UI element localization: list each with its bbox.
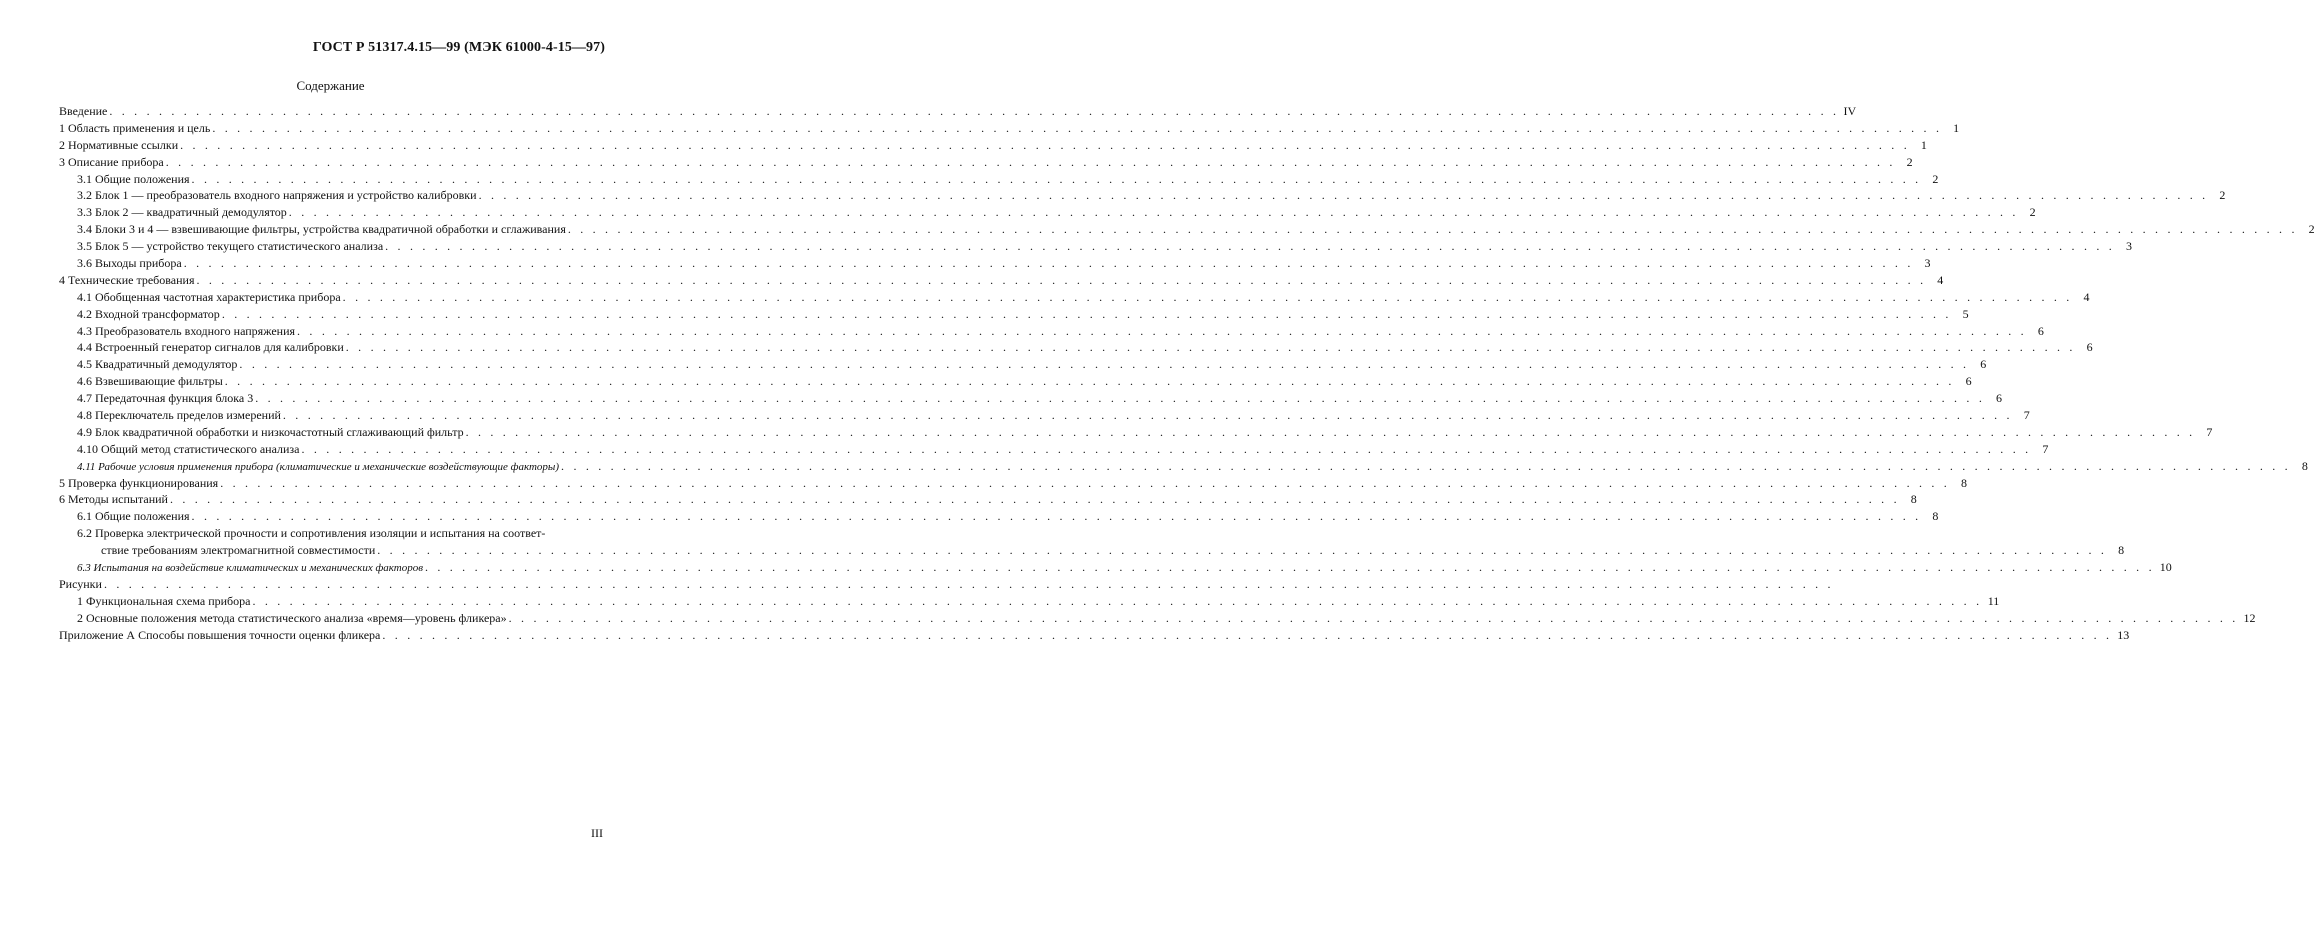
toc-entry[interactable] [59,171,1939,188]
toc-entry-page: 8 [2301,458,2308,473]
toc-entry-label: 1 Функциональная схема прибора [77,593,251,608]
toc-entry[interactable]: 6.2 Проверка электрической прочности и сопротивления изоляции и испытания на соответ- [77,526,546,541]
toc-entry[interactable] [59,373,1972,390]
toc-entry-page: 11 [1987,593,2000,608]
toc-entry[interactable] [59,238,2132,255]
toc-entry[interactable] [59,154,1913,171]
toc-entry[interactable] [59,559,2172,576]
toc-entry-label: 3.6 Выходы прибора [77,256,182,271]
dot-leader: . . . . . . . . . . . . . . . . . . . . . . . . . . . . . . . . . . . . . . . . . . . . . . . . . . . . . . . . . . . . . . . . . . . . . . . . . . . . . . . . . . . . . . . . . . . . . . . . . . . . . . . . . . . . . . . . . . . . . . . . . . . . . . . . . . . . . . . . . . . . [345,340,2076,355]
toc-entry-page: 3 [2125,239,2132,254]
toc-entry-page: 2 [2308,222,2315,237]
dot-leader: . . . . . . . . . . . . . . . . . . . . . . . . . . . . . . . . . . . . . . . . . . . . . . . . . . . . . . . . . . . . . . . . . . . . . . . . . . . . . . . . . . . . . . . . . . . . . . . . . . . . . . . . . . . . . . . . . . . . . . . . . . . . . . . . . . . . . . . . . . . . [191,509,1922,524]
toc-entry[interactable] [59,407,2030,424]
dot-leader: . . . . . . . . . . . . . . . . . . . . . . . . . . . . . . . . . . . . . . . . . . . . . . . . . . . . . . . . . . . . . . . . . . . . . . . . . . . . . . . . . . . . . . . . . . . . . . . . . . . . . . . . . . . . . . . . . . . . . . . . . . . . . . . . . . . . . . . . . . . . [196,272,1927,287]
toc-entry[interactable] [59,221,2315,238]
toc-entry-page: 8 [1932,509,1939,524]
toc-entry-page: 5 [1962,306,1969,321]
toc-entry-label: 6.3 Испытания на воздействие климатических и механических факторов [77,562,423,575]
dot-leader: . . . . . . . . . . . . . . . . . . . . . . . . . . . . . . . . . . . . . . . . . . . . . . . . . . . . . . . . . . . . . . . . . . . . . . . . . . . . . . . . . . . . . . . . . . . . . . . . . . . . . . . . . . . . . . . . . . . . . . . . . . . . . . . . . . . . . . . . . . . . [165,154,1896,169]
toc-entry-page: 7 [2023,408,2030,423]
dot-leader: . . . . . . . . . . . . . . . . . . . . . . . . . . . . . . . . . . . . . . . . . . . . . . . . . . . . . . . . . . . . . . . . . . . . . . . . . . . . . . . . . . . . . . . . . . . . . . . . . . . . . . . . . . . . . . . . . . . . . . . . . . . . . . . . . . . . . . . . . . . . [301,441,2032,456]
toc-entry-label: Рисунки [59,576,102,591]
toc-entry[interactable] [59,441,2049,458]
toc-entry-label: 2 Основные положения метода статистического анализа «время—уровень фликера» [77,610,507,625]
toc-entry-label: 6 Методы испытаний [59,492,168,507]
toc-entry-label: Приложение А Способы повышения точности оценки фликера [59,627,381,642]
toc-entry[interactable] [59,491,1917,508]
dot-leader: . . . . . . . . . . . . . . . . . . . . . . . . . . . . . . . . . . . . . . . . . . . . . . . . . . . . . . . . . . . . . . . . . . . . . . . . . . . . . . . . . . . . . . . . . . . . . . . . . . . . . . . . . . . . . . . . . . . . . . . . . . . . . . . . . . . . . . . . . . . . [220,475,1950,490]
toc-entry-page: IV [1843,104,1857,118]
toc-entry[interactable] [59,458,2308,475]
page-title: Содержание [296,78,365,93]
toc-entry[interactable] [59,120,1960,137]
toc-entry-page: 8 [1910,492,1917,507]
toc-entry-label: 4.3 Преобразователь входного напряжения [77,323,296,338]
toc-entry-label: 3.5 Блок 5 — устройство текущего статистического анализа [77,239,384,254]
dot-leader: . . . . . . . . . . . . . . . . . . . . . . . . . . . . . . . . . . . . . . . . . . . . . . . . . . . . . . . . . . . . . . . . . . . . . . . . . . . . . . . . . . . . . . . . . . . . . . . . . . . . . . . . . . . . . . . . . . . . . . . . . . . . . . . . . . . . . . . . . . . . [508,610,2239,625]
dot-leader: . . . . . . . . . . . . . . . . . . . . . . . . . . . . . . . . . . . . . . . . . . . . . . . . . . . . . . . . . . . . . . . . . . . . . . . . . . . . . . . . . . . . . . . . . . . . . . . . . . . . . . . . . . . . . . . . . . . . . . . . . . . . . . . . . . . . . . . . . . . . [103,576,1834,591]
toc-entry[interactable] [59,542,2125,559]
toc-entry-label: 4.10 Общий метод статистического анализа [77,441,300,456]
toc-entry-page: 4 [2083,289,2090,304]
toc-entry-label: 4.9 Блок квадратичной обработки и низкочастотный сглаживающий фильтр [77,424,464,439]
toc-entry-page: 6 [1980,357,1987,372]
toc-entry[interactable] [59,272,1944,289]
toc-entry-page: 13 [2117,627,2130,642]
toc-entry-label: 4.7 Передаточная функция блока 3 [77,391,254,406]
toc-entry-page: 8 [1961,475,1967,490]
dot-leader: . . . . . . . . . . . . . . . . . . . . . . . . . . . . . . . . . . . . . . . . . . . . . . . . . . . . . . . . . . . . . . . . . . . . . . . . . . . . . . . . . . . . . . . . . . . . . . . . . . . . . . . . . . . . . . . . . . . . . . . . . . . . . . . . . . . . . . . . . . . . [180,137,1910,152]
dot-leader: . . . . . . . . . . . . . . . . . . . . . . . . . . . . . . . . . . . . . . . . . . . . . . . . . . . . . . . . . . . . . . . . . . . . . . . . . . . . . . . . . . . . . . . . . . . . . . . . . . . . . . . . . . . . . . . . . . . . . . . . . . . . . . . . . . . . . . . . . . . . [342,289,2073,304]
toc-entry-label: 3.1 Общие положения [77,171,190,186]
toc-entry-page: 1 [1953,120,1960,135]
toc-entry-label: 4.11 Рабочие условия применения прибора (климатические и механические воздействующие факторы) [77,460,560,473]
dot-leader: . . . . . . . . . . . . . . . . . . . . . . . . . . . . . . . . . . . . . . . . . . . . . . . . . . . . . . . . . . . . . . . . . . . . . . . . . . . . . . . . . . . . . . . . . . . . . . . . . . . . . . . . . . . . . . . . . . . . . . . . . . . . . . . . . . . . . . . . . . . . [424,560,2155,575]
toc-entry[interactable] [59,255,1931,272]
toc-entry-label: ствие требованиям электромагнитной совместимости [101,543,376,558]
toc-entry-label: 4.1 Обобщенная частотная характеристика прибора [77,289,341,304]
toc-entry-label: 4.2 Входной трансформатор [77,306,220,321]
toc-entry[interactable] [59,610,2256,627]
toc-entry-label: 6.1 Общие положения [77,509,190,524]
toc-entry-label: 1 Область применения и цель [59,120,211,135]
toc-entry[interactable] [59,424,2213,441]
dot-leader: . . . . . . . . . . . . . . . . . . . . . . . . . . . . . . . . . . . . . . . . . . . . . . . . . . . . . . . . . . . . . . . . . . . . . . . . . . . . . . . . . . . . . . . . . . . . . . . . . . . . . . . . . . . . . . . . . . . . . . . . . . . . . . . . . . . . . . . . . . . . [385,239,2115,254]
page-number: III [591,826,603,840]
dot-leader: . . . . . . . . . . . . . . . . . . . . . . . . . . . . . . . . . . . . . . . . . . . . . . . . . . . . . . . . . . . . . . . . . . . . . . . . . . . . . . . . . . . . . . . . . . . . . . . . . . . . . . . . . . . . . . . . . . . . . . . . . . . . . . . . . . . . . . . . . . . . [282,408,2013,423]
table-of-contents [59,103,2315,644]
dot-leader: . . . . . . . . . . . . . . . . . . . . . . . . . . . . . . . . . . . . . . . . . . . . . . . . . . . . . . . . . . . . . . . . . . . . . . . . . . . . . . . . . . . . . . . . . . . . . . . . . . . . . . . . . . . . . . . . . . . . . . . . . . . . . . . . . . . . . . . . . . . . [567,222,2298,237]
toc-entry-label: 4 Технические требования [59,272,195,287]
dot-leader: . . . . . . . . . . . . . . . . . . . . . . . . . . . . . . . . . . . . . . . . . . . . . . . . . . . . . . . . . . . . . . . . . . . . . . . . . . . . . . . . . . . . . . . . . . . . . . . . . . . . . . . . . . . . . . . . . . . . . . . . . . . . . . . . . . . . . . . . . . . . [109,104,1840,118]
dot-leader: . . . . . . . . . . . . . . . . . . . . . . . . . . . . . . . . . . . . . . . . . . . . . . . . . . . . . . . . . . . . . . . . . . . . . . . . . . . . . . . . . . . . . . . . . . . . . . . . . . . . . . . . . . . . . . . . . . . . . . . . . . . . . . . . . . . . . . . . . . . . [224,374,1955,389]
toc-entry[interactable] [59,508,1939,525]
toc-entry[interactable] [59,137,1927,154]
toc-entry[interactable] [59,593,2000,610]
toc-entry-page: 10 [2159,560,2172,575]
dot-leader: . . . . . . . . . . . . . . . . . . . . . . . . . . . . . . . . . . . . . . . . . . . . . . . . . . . . . . . . . . . . . . . . . . . . . . . . . . . . . . . . . . . . . . . . . . . . . . . . . . . . . . . . . . . . . . . . . . . . . . . . . . . . . . . . . . . . . . . . . . . . [465,424,2196,439]
dot-leader: . . . . . . . . . . . . . . . . . . . . . . . . . . . . . . . . . . . . . . . . . . . . . . . . . . . . . . . . . . . . . . . . . . . . . . . . . . . . . . . . . . . . . . . . . . . . . . . . . . . . . . . . . . . . . . . . . . . . . . . . . . . . . . . . . . . . . . . . . . . . [382,627,2113,642]
toc-entry-label: 5 Проверка функционирования [59,475,219,490]
dot-leader: . . . . . . . . . . . . . . . . . . . . . . . . . . . . . . . . . . . . . . . . . . . . . . . . . . . . . . . . . . . . . . . . . . . . . . . . . . . . . . . . . . . . . . . . . . . . . . . . . . . . . . . . . . . . . . . . . . . . . . . . . . . . . . . . . . . . . . . . . . . . [561,458,2291,473]
toc-entry-page: 6 [1996,391,2003,406]
toc-entry-page: 3 [1924,256,1931,271]
toc-entry-page: 6 [2086,340,2093,355]
toc-entry-page: 8 [2118,543,2125,558]
toc-entry[interactable] [59,576,1834,593]
toc-entry[interactable] [59,475,1967,492]
toc-entry-page: 2 [1906,154,1913,169]
toc-entry[interactable] [59,187,2226,204]
toc-entry-page: 2 [1932,171,1939,186]
toc-entry-page: 6 [2037,323,2044,338]
toc-entry[interactable] [59,323,2044,340]
dot-leader: . . . . . . . . . . . . . . . . . . . . . . . . . . . . . . . . . . . . . . . . . . . . . . . . . . . . . . . . . . . . . . . . . . . . . . . . . . . . . . . . . . . . . . . . . . . . . . . . . . . . . . . . . . . . . . . . . . . . . . . . . . . . . . . . . . . . . . . . . . . . [255,391,1986,406]
toc-entry-page: 1 [1920,137,1927,152]
toc-entry[interactable] [59,103,1857,120]
toc-entry-label: 3 Описание прибора [59,154,164,169]
dot-leader: . . . . . . . . . . . . . . . . . . . . . . . . . . . . . . . . . . . . . . . . . . . . . . . . . . . . . . . . . . . . . . . . . . . . . . . . . . . . . . . . . . . . . . . . . . . . . . . . . . . . . . . . . . . . . . . . . . . . . . . . . . . . . . . . . . . . . . . . . . . . [183,256,1914,271]
toc-entry-label: 3.4 Блоки 3 и 4 — взвешивающие фильтры, устройства квадратичной обработки и сглаживания [77,222,566,237]
toc-entry-page: 4 [1937,272,1944,287]
toc-entry-label: 2 Нормативные ссылки [59,137,179,152]
toc-entry-label: 4.8 Переключатель пределов измерений [77,408,281,423]
dot-leader: . . . . . . . . . . . . . . . . . . . . . . . . . . . . . . . . . . . . . . . . . . . . . . . . . . . . . . . . . . . . . . . . . . . . . . . . . . . . . . . . . . . . . . . . . . . . . . . . . . . . . . . . . . . . . . . . . . . . . . . . . . . . . . . . . . . . . . . . . . . . [191,171,1922,186]
toc-entry-page: 12 [2243,610,2256,625]
dot-leader: . . . . . . . . . . . . . . . . . . . . . . . . . . . . . . . . . . . . . . . . . . . . . . . . . . . . . . . . . . . . . . . . . . . . . . . . . . . . . . . . . . . . . . . . . . . . . . . . . . . . . . . . . . . . . . . . . . . . . . . . . . . . . . . . . . . . . . . . . . . . [297,323,2027,338]
dot-leader: . . . . . . . . . . . . . . . . . . . . . . . . . . . . . . . . . . . . . . . . . . . . . . . . . . . . . . . . . . . . . . . . . . . . . . . . . . . . . . . . . . . . . . . . . . . . . . . . . . . . . . . . . . . . . . . . . . . . . . . . . . . . . . . . . . . . . . . . . . . . [169,492,1900,507]
toc-entry[interactable] [59,356,1987,373]
toc-entry-label: 4.6 Взвешивающие фильтры [77,374,223,389]
toc-entry-label: 4.4 Встроенный генератор сигналов для калибровки [77,340,344,355]
toc-entry-page: 7 [2206,424,2213,439]
dot-leader: . . . . . . . . . . . . . . . . . . . . . . . . . . . . . . . . . . . . . . . . . . . . . . . . . . . . . . . . . . . . . . . . . . . . . . . . . . . . . . . . . . . . . . . . . . . . . . . . . . . . . . . . . . . . . . . . . . . . . . . . . . . . . . . . . . . . . . . . . . . . [221,306,1952,321]
dot-leader: . . . . . . . . . . . . . . . . . . . . . . . . . . . . . . . . . . . . . . . . . . . . . . . . . . . . . . . . . . . . . . . . . . . . . . . . . . . . . . . . . . . . . . . . . . . . . . . . . . . . . . . . . . . . . . . . . . . . . . . . . . . . . . . . . . . . . . . . . . . . [239,357,1970,372]
dot-leader: . . . . . . . . . . . . . . . . . . . . . . . . . . . . . . . . . . . . . . . . . . . . . . . . . . . . . . . . . . . . . . . . . . . . . . . . . . . . . . . . . . . . . . . . . . . . . . . . . . . . . . . . . . . . . . . . . . . . . . . . . . . . . . . . . . . . . . . . . . . . [212,120,1943,135]
toc-entry[interactable] [59,390,2003,407]
toc-entry-label: 4.5 Квадратичный демодулятор [77,357,238,372]
dot-leader: . . . . . . . . . . . . . . . . . . . . . . . . . . . . . . . . . . . . . . . . . . . . . . . . . . . . . . . . . . . . . . . . . . . . . . . . . . . . . . . . . . . . . . . . . . . . . . . . . . . . . . . . . . . . . . . . . . . . . . . . . . . . . . . . . . . . . . . . . . . . [252,593,1983,608]
toc-entry[interactable] [59,204,2036,221]
toc-entry-label: Введение [59,104,108,118]
dot-leader: . . . . . . . . . . . . . . . . . . . . . . . . . . . . . . . . . . . . . . . . . . . . . . . . . . . . . . . . . . . . . . . . . . . . . . . . . . . . . . . . . . . . . . . . . . . . . . . . . . . . . . . . . . . . . . . . . . . . . . . . . . . . . . . . . . . . . . . . . . . . [478,188,2209,203]
document-code-header: ГОСТ Р 51317.4.15—99 (МЭК 61000-4-15—97) [312,40,605,55]
toc-entry-page: 2 [2219,188,2226,203]
toc-entry[interactable] [59,627,2130,644]
dot-leader: . . . . . . . . . . . . . . . . . . . . . . . . . . . . . . . . . . . . . . . . . . . . . . . . . . . . . . . . . . . . . . . . . . . . . . . . . . . . . . . . . . . . . . . . . . . . . . . . . . . . . . . . . . . . . . . . . . . . . . . . . . . . . . . . . . . . . . . . . . . . [377,543,2108,558]
toc-entry[interactable] [59,306,1969,323]
toc-entry-page: 2 [2029,205,2036,220]
dot-leader: . . . . . . . . . . . . . . . . . . . . . . . . . . . . . . . . . . . . . . . . . . . . . . . . . . . . . . . . . . . . . . . . . . . . . . . . . . . . . . . . . . . . . . . . . . . . . . . . . . . . . . . . . . . . . . . . . . . . . . . . . . . . . . . . . . . . . . . . . . . . [288,205,2019,220]
toc-entry[interactable] [59,339,2093,356]
toc-entry[interactable] [59,289,2090,306]
toc-entry-page: 7 [2042,441,2049,456]
toc-entry-label: 3.3 Блок 2 — квадратичный демодулятор [77,205,287,220]
toc-entry-page: 6 [1965,374,1972,389]
toc-entry-label: 3.2 Блок 1 — преобразователь входного напряжения и устройство калибровки [77,188,477,203]
